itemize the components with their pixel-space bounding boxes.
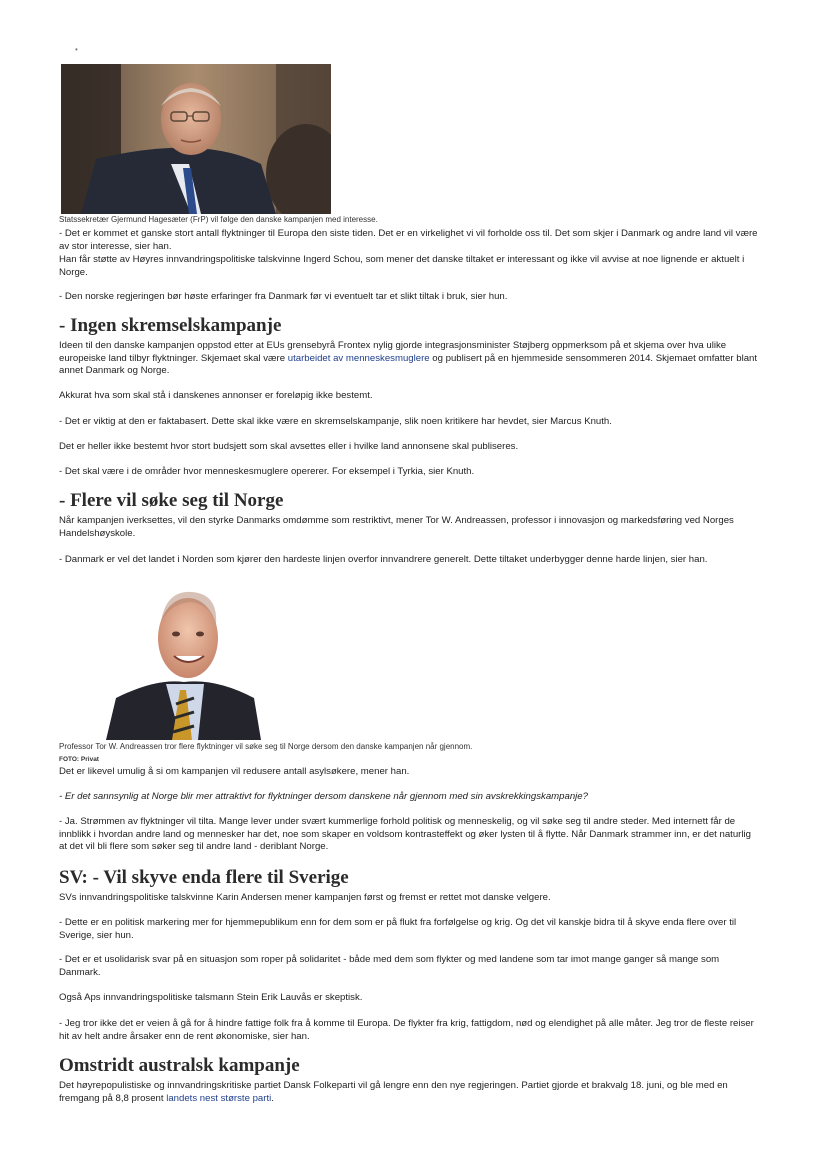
section1-paragraph-3: - Det er viktig at den er faktabasert. Dette skal ikke være en skremselskampanje, slik noen kritikere har hevdet, sier Marcus Knuth. bbox=[59, 416, 612, 427]
intro-paragraph-2: Han får støtte av Høyres innvandringspolitiske talskvinne Ingerd Schou, som mener det danske tiltaket er interessant og ikke vil avvise at noe lignende er aktuelt i Norge. bbox=[59, 254, 745, 278]
section2-paragraph-3: Det er likevel umulig å si om kampanjen vil redusere antall asylsøkere, mener han. bbox=[59, 766, 410, 777]
section1-p1-text: Ideen til den danske kampanjen oppstod etter at EUs grensebyrå Frontex nylig gjorde integrasjonsminister Støjberg oppmerksom på et skjema over hva ulike europeiske land tilbyr flyktninger. Skjemaet skal være bbox=[59, 340, 727, 364]
section3-paragraph-3: - Det er et usolidarisk svar på en situasjon som roper på solidaritet - både med dem som flykter og med landene som tar imot mange ganger så mange som Danmark. bbox=[59, 954, 720, 978]
section3-paragraph-4: Også Aps innvandringspolitiske talsmann Stein Erik Lauvås er skeptisk. bbox=[59, 992, 363, 1003]
portrait-image-1 bbox=[61, 64, 331, 214]
section4-p1-text-end: . bbox=[271, 1092, 274, 1104]
photo2-credit: FOTO: Privat bbox=[59, 756, 99, 763]
section3-paragraph-5: - Jeg tror ikke det er veien å gå for å hindre fattige folk fra å komme til Europa. De flykter fra krig, fattigdom, nød og elendighet på alle måter. Jeg tror de fleste reiser hit av helt andre årsaker enn de rent økonomiske, sier han. bbox=[59, 1018, 754, 1042]
link-utarbeidet-av-menneskesmuglere[interactable]: utarbeidet av menneskesmuglere bbox=[287, 352, 430, 364]
photo2-caption: Professor Tor W. Andreassen tror flere flyktninger vil søke seg til Norge dersom den danske kampanjen når gjennom. bbox=[59, 742, 473, 751]
section-heading-flere-vil-soke: - Flere vil søke seg til Norge bbox=[59, 490, 284, 511]
section1-paragraph-4: Det er heller ikke bestemt hvor stort budsjett som skal avsettes eller i hvilke land annonsene skal publiseres. bbox=[59, 441, 519, 452]
section4-p1-text: Det høyrepopulistiske og innvandringskritiske partiet Dansk Folkeparti vil gå lengre enn den nye regjeringen. Partiet gjorde et brakvalg 18. juni, og ble med en fremgang på 8,8 prosent bbox=[59, 1080, 728, 1104]
section2-paragraph-2: - Danmark er vel det landet i Norden som kjører den hardeste linjen overfor innvandrere generelt. Dette tiltaket underbygger denne harde linjen, sier han. bbox=[59, 554, 708, 565]
intro-paragraph-1: - Det er kommet et ganske stort antall flyktninger til Europa den siste tiden. Det er en virkelighet vi vil forholde oss til. Det som skjer i Danmark og andre land vil være av stor interesse, sier han. bbox=[59, 228, 758, 252]
section3-paragraph-1: SVs innvandringspolitiske talskvinne Karin Andersen mener kampanjen først og fremst er rettet mot danske velgere. bbox=[59, 892, 551, 903]
section-heading-ingen-skremselskampanje: - Ingen skremselskampanje bbox=[59, 315, 282, 336]
photo-professor bbox=[106, 586, 261, 740]
section4-paragraph-1 bbox=[59, 1080, 759, 1105]
section1-paragraph-1 bbox=[59, 340, 759, 378]
section3-paragraph-2: - Dette er en politisk markering mer for hjemmepublikum enn for dem som er på flukt fra forfølgelse og krig. Og det vil kanskje bidra til å skyve enda flere over til Sverige, sier hun. bbox=[59, 917, 737, 941]
intro-paragraph-3: - Den norske regjeringen bør høste erfaringer fra Danmark før vi eventuelt tar et slikt tiltak i bruk, sier hun. bbox=[59, 291, 508, 302]
section-heading-sv: SV: - Vil skyve enda flere til Sverige bbox=[59, 867, 349, 888]
interview-question: - Er det sannsynlig at Norge blir mer attraktivt for flyktninger dersom danskene når gjennom med sin avskrekkingskampanje? bbox=[59, 791, 588, 802]
section1-paragraph-2: Akkurat hva som skal stå i danskenes annonser er foreløpig ikke bestemt. bbox=[59, 390, 373, 401]
portrait-image-2 bbox=[106, 586, 261, 740]
section2-paragraph-1: Når kampanjen iverksettes, vil den styrke Danmarks omdømme som restriktivt, mener Tor W. Andreassen, professor i innovasjon og markedsføring ved Norges Handelshøyskole. bbox=[59, 515, 734, 539]
section1-paragraph-5: - Det skal være i de områder hvor menneskesmuglere opererer. For eksempel i Tyrkia, sier Knuth. bbox=[59, 466, 475, 477]
scan-mark: • bbox=[75, 45, 78, 54]
section1-p1-text-end: og publisert på en hjemmeside sensommeren 2014. Skjemaet omfatter blant annet Danmark og Norge. bbox=[59, 352, 758, 377]
photo1-caption: Statssekretær Gjermund Hagesæter (FrP) vil følge den danske kampanjen med interesse. bbox=[59, 215, 378, 224]
section2-paragraph-4: - Ja. Strømmen av flyktninger vil tilta. Mange lever under svært kummerlige forhold politisk og menneskelig, og vil søke seg til andre steder. Med internett får de innblikk i hvordan andre land og mennesker har det, noe som skaper en voldsom kontrasteffekt og øker lysten til å flytte. Når Danmark strammer inn, er det naturlig at det vil bli flere som søker seg til andre land - deriblant Norge. bbox=[59, 816, 751, 853]
section-heading-omstridt-australsk-kampanje: Omstridt australsk kampanje bbox=[59, 1055, 300, 1076]
photo-state-secretary bbox=[61, 64, 331, 214]
link-landets-nest-storste-parti[interactable]: landets nest største parti bbox=[166, 1092, 272, 1104]
